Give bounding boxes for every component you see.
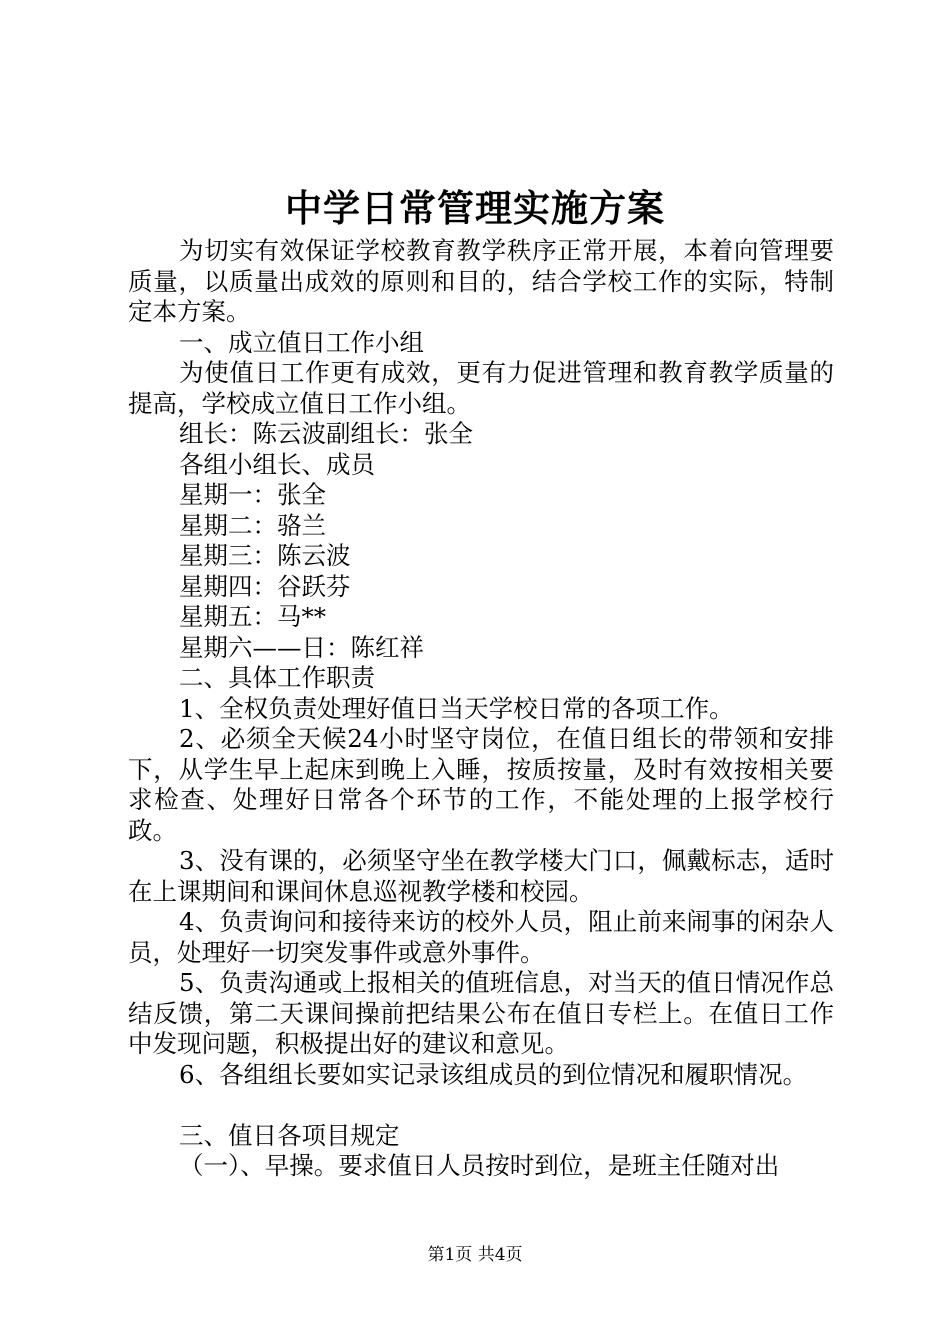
- duty-item: 3、没有课的，必须坚守坐在教学楼大门口，佩戴标志，适时在上课期间和课间休息巡视教学楼和校园。: [128, 846, 834, 906]
- duty-item: 6、各组组长要如实记录该组成员的到位情况和履职情况。: [179, 1059, 808, 1089]
- schedule-item: 星期五：马**: [179, 602, 326, 631]
- members-heading: 各组小组长、成员: [179, 449, 375, 479]
- page-footer: 第1页 共4页: [427, 1245, 523, 1265]
- schedule-item: 星期三：陈云波: [179, 541, 351, 570]
- section-heading-3: 三、值日各项目规定: [179, 1120, 400, 1150]
- duty-item: 5、负责沟通或上报相关的值班信息，对当天的值日情况作总结反馈，第二天课间操前把结果公布在值日专栏上。在值日工作中发现问题，积极提出好的建议和意见。: [128, 968, 834, 1058]
- section-heading-1: 一、成立值日工作小组: [179, 327, 424, 357]
- document-body: [128, 236, 834, 1182]
- rule-item: （一）、早操。要求值日人员按时到位，是班主任随对出: [179, 1151, 780, 1180]
- duty-item: 2、必须全天候24小时坚守岗位，在值日组长的带领和安排下，从学生早上起床到晚上入睡，按质按量，及时有效按相关要求检查、处理好日常各个环节的工作，不能处理的上报学校行政。: [128, 724, 834, 845]
- intro-paragraph: 为切实有效保证学校教育教学秩序正常开展，本着向管理要质量，以质量出成效的原则和目的，结合学校工作的实际，特制定本方案。: [128, 236, 834, 326]
- schedule-item: 星期一：张全: [179, 480, 326, 509]
- blank-line: [128, 1090, 834, 1121]
- paragraph: 为使值日工作更有成效，更有力促进管理和教育教学质量的提高，学校成立值日工作小组。: [128, 358, 834, 418]
- document-title: 中学日常管理实施方案: [285, 186, 665, 230]
- duty-item: 1、全权负责处理好值日当天学校日常的各项工作。: [179, 693, 734, 723]
- section-heading-2: 二、具体工作职责: [179, 663, 375, 692]
- schedule-item: 星期四：谷跃芬: [179, 571, 351, 601]
- schedule-item: 星期二：骆兰: [179, 510, 326, 540]
- duty-item: 4、负责询问和接待来访的校外人员，阻止前来闹事的闲杂人员，处理好一切突发事件或意外事件。: [128, 907, 834, 967]
- leader-line: 组长：陈云波副组长：张全: [179, 419, 473, 448]
- schedule-item: 星期六——日：陈红祥: [179, 632, 424, 662]
